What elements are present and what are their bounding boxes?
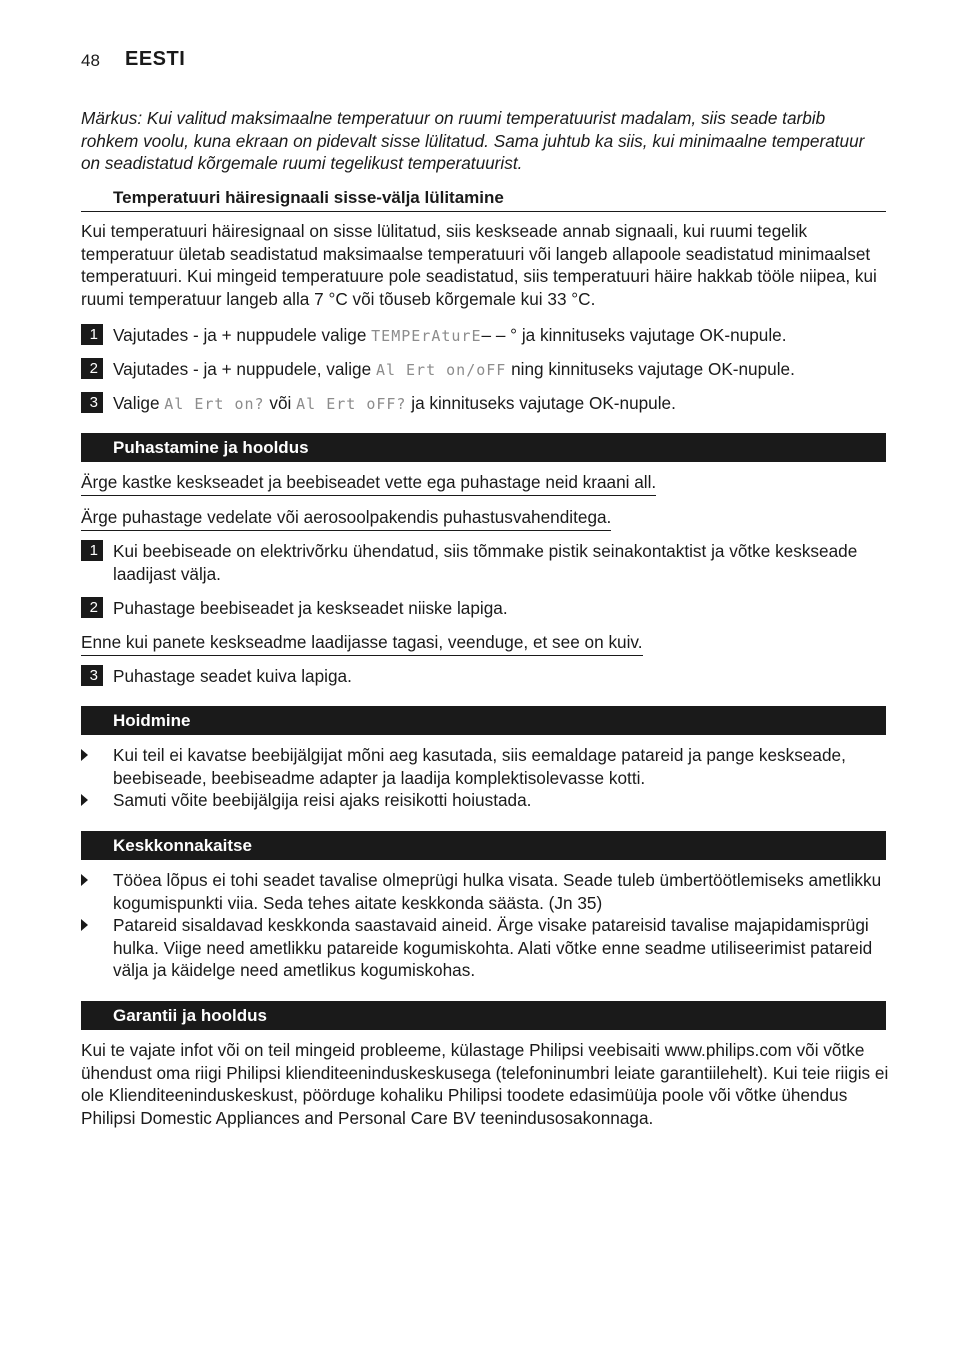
cleaning-step-3	[81, 665, 889, 689]
storage-section-title: Hoidmine	[81, 706, 886, 735]
bullet-arrow-icon	[81, 874, 88, 886]
language-label: EESTI	[125, 48, 186, 70]
cleaning-step-2	[81, 597, 889, 621]
alarm-step-3	[81, 392, 889, 416]
alarm-step-2	[81, 358, 889, 382]
step-text	[113, 358, 889, 382]
step-text	[113, 392, 889, 416]
cleaning-warning-3: Enne kui panete keskseadme laadijasse tagasi, veenduge, et see on kuiv.	[81, 631, 643, 656]
bullet-text: Patareid sisaldavad keskkonda saastavaid aineid. Ärge visake patareisid tavalise majapidamisprügi hulka. Viige need ametlikku patareide kogumiskohta. Alati võtke enne seadme utiliseerimist patareid välja ja käidelge need ametlikus kogumiskohas.	[113, 915, 873, 981]
alarm-section-title: Temperatuuri häiresignaali sisse-välja lülitamine	[81, 187, 886, 212]
cleaning-section-title: Puhastamine ja hooldus	[81, 433, 886, 462]
alarm-step-1	[81, 324, 889, 348]
step-number: 1	[81, 324, 103, 345]
step-text-post: ning kinnituseks vajutage OK-nupule.	[506, 359, 795, 379]
cleaning-step-1	[81, 540, 889, 588]
cleaning-warning-1: Ärge kastke keskseadet ja beebiseadet vette ega puhastage neid kraani all.	[81, 471, 656, 496]
lcd-display-text: Al Ert on/oFF	[375, 361, 507, 379]
step-text-pre: Vajutades - ja + nuppudele, valige	[113, 359, 376, 379]
step-number: 1	[81, 540, 103, 561]
step-text-post: ja kinnituseks vajutage OK-nupule.	[406, 393, 676, 413]
bullet-text: Kui teil ei kavatse beebijälgijat mõni aeg kasutada, siis eemaldage patareid ja pange keskseade, beebiseade, beebiseadme adapter ja laadija komplektisolevasse kotti.	[113, 745, 846, 788]
step-number: 3	[81, 392, 103, 413]
step-text-pre: Vajutades - ja + nuppudele valige	[113, 325, 372, 345]
cleaning-warning-2: Ärge puhastage vedelate või aerosoolpakendis puhastusvahenditega.	[81, 506, 611, 531]
warranty-paragraph	[81, 1039, 889, 1130]
lcd-display-text-2: Al Ert oFF?	[296, 395, 407, 413]
bullet-arrow-icon	[81, 919, 88, 931]
warranty-text-before: Kui te vajate infot või on teil mingeid probleeme, külastage Philipsi veebisaiti	[81, 1040, 665, 1060]
bullet-text: Tööea lõpus ei tohi seadet tavalise olmeprügi hulka visata. Seade tuleb ümbertöötlemiseks ametlikku kogumispunkti viia. Seda tehes aitate keskkonda säästa. (Jn 35)	[113, 870, 882, 913]
step-number: 2	[81, 597, 103, 618]
step-text-pre: Valige	[113, 393, 165, 413]
step-text-mid: või	[264, 393, 297, 413]
warranty-section-title: Garantii ja hooldus	[81, 1001, 886, 1030]
bullet-arrow-icon	[81, 749, 88, 761]
step-text: Puhastage beebiseadet ja keskseadet niiske lapiga.	[113, 598, 508, 618]
lcd-display-text: Al Ert on?	[164, 395, 265, 413]
step-number: 2	[81, 358, 103, 379]
step-number: 3	[81, 665, 103, 686]
note-paragraph: Märkus: Kui valitud maksimaalne temperatuur on ruumi temperatuurist madalam, siis seade tarbib rohkem voolu, kuna ekraan on pidevalt sisse lülitatud. Sama juhtub ka siis, kui minimaalne temperatuur on seadistatud kõrgemale ruumi tegelikust temperatuurist.	[81, 108, 865, 174]
page-number: 48	[81, 51, 100, 70]
environment-section-title: Keskkonnakaitse	[81, 831, 886, 860]
bullet-arrow-icon	[81, 794, 88, 806]
step-text: Kui beebiseade on elektrivõrku ühendatud, siis tõmmake pistik seinakontaktist ja võtke keskseade laadijast välja.	[113, 541, 858, 584]
step-text	[113, 324, 889, 348]
warranty-text-after: või võtke ühendust oma riigi Philipsi klienditeeninduskeskusega (telefoninumbri leiate garantiilehelt). Kui teie riigis ei ole Klienditeeninduskeskust, pöörduge kohaliku Philipsi toodete edasimüüja poole või võtke ühendus Philipsi Domestic Appliances and Personal Care BV teenindusosakonnaga.	[81, 1040, 889, 1129]
bullet-text: Samuti võite beebijälgija reisi ajaks reisikotti hoiustada.	[113, 790, 532, 810]
lcd-display-text: TEMPErAturE	[371, 327, 482, 345]
alarm-intro-paragraph: Kui temperatuuri häiresignaal on sisse lülitatud, siis keskseade annab signaali, kui ruumi tegelik temperatuur ületab seadistatud maksimaalse temperatuuri või langeb allapoole seadistatud minimaalset temperatuuri. Kui mingeid temperatuure pole seadistatud, siis temperatuuri häire hakkab tööle niipea, kui ruumi temperatuur langeb alla 7 °C või tõuseb kõrgemale kui 33 °C.	[81, 221, 877, 310]
step-text: Puhastage seadet kuiva lapiga.	[113, 666, 352, 686]
step-text-post: – – ° ja kinnituseks vajutage OK-nupule.	[481, 325, 787, 345]
philips-website-link[interactable]: www.philips.com	[664, 1040, 792, 1060]
